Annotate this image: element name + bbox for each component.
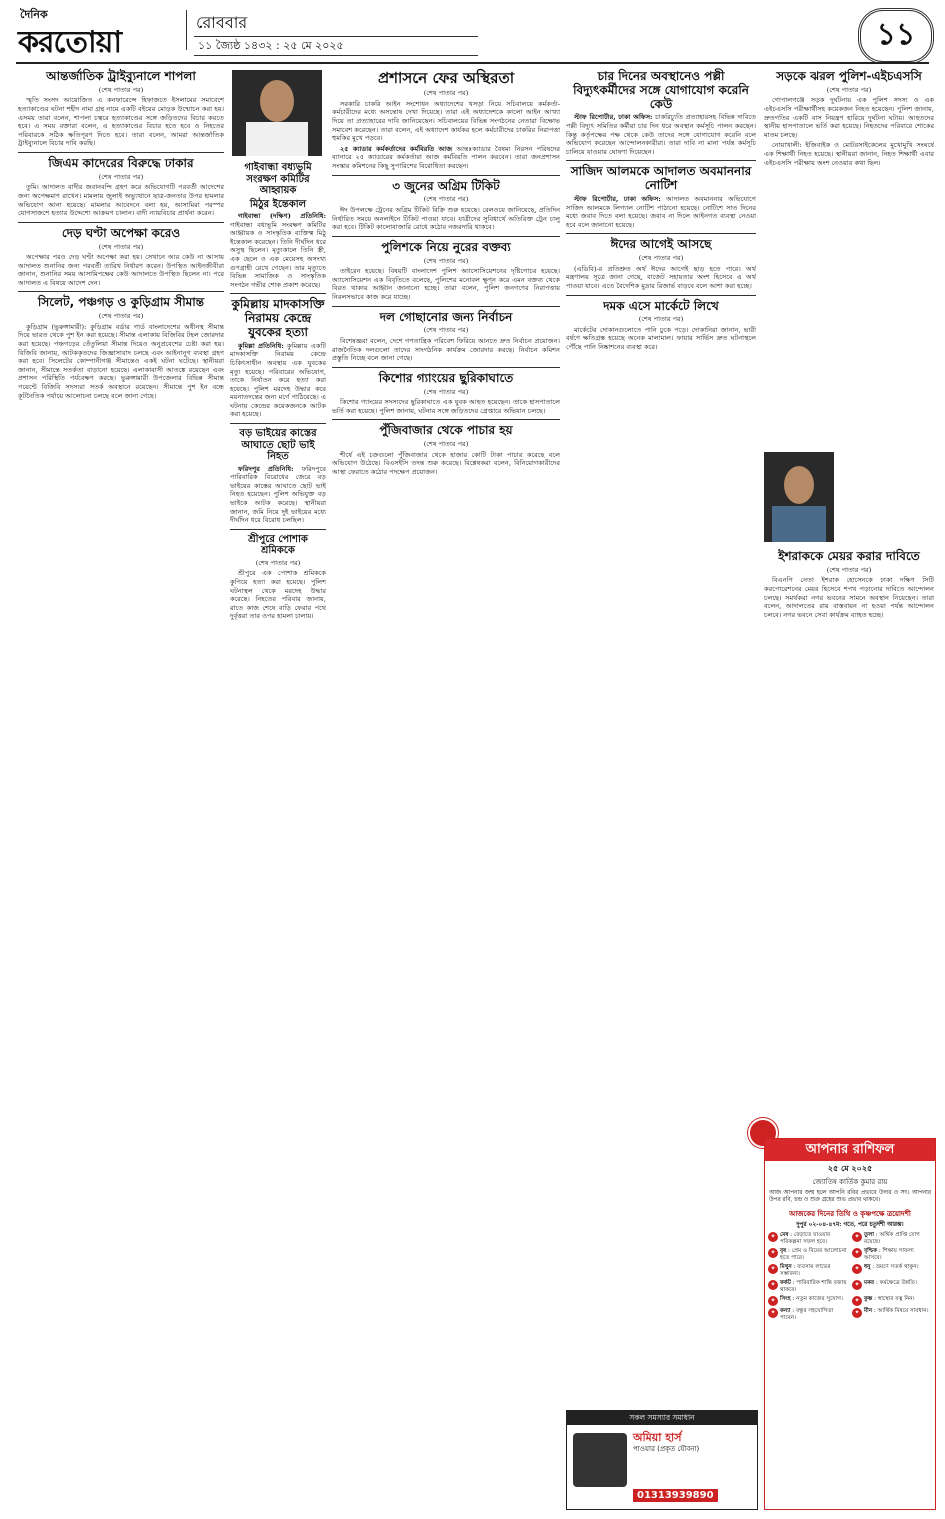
body-kumilla: কুমিল্লায় একটি মাদকাসক্তি নিরাময় কেন্দ্রে চিকিৎসাধীন অবস্থায় এক যুবকের মৃত্যু হয়েছে। পরিবারের অভিযোগ, তাকে নির্যাতন করে হত্যা করা হয়েছে। পুলিশ মরদেহ উদ্ধার করে ময়নাতদন্তের জন্য মর্গে পাঠিয়েছে। এ ঘটনায় কেন্দ্রের কয়েকজনকে আটক করা হয়েছে। bbox=[230, 341, 326, 419]
horoscope-sign-body: আর্থিক বিষয়ে সাবধান। bbox=[877, 1308, 929, 1315]
cont-june3: (শেষ পাতার পর) bbox=[423, 195, 469, 204]
horoscope-sign-text: কন্যা : বন্ধুর সহযোগিতা পাবেন। bbox=[780, 1308, 834, 1322]
headline-dal: দল গোছানোর জন্য নির্বাচন bbox=[379, 309, 513, 324]
column-center-right bbox=[566, 68, 756, 1404]
horoscope-sign-name: কন্যা bbox=[780, 1308, 791, 1315]
divider bbox=[230, 293, 326, 294]
headline-gm-quader: জিএম কাদেরের বিরুদ্ধে ঢাকার bbox=[48, 155, 194, 170]
body-road: গোপালগঞ্জে সড়ক দুর্ঘটনায় এক পুলিশ সদস্য ও এক এইচএসসি পরীক্ষার্থীসহ কয়েকজন নিহত হয়েছেন। পুলিশ জানায়, দ্রুতগতির একটি বাস নিয়ন্ত্রণ হারিয়ে দুর্ঘটনা ঘটায়। আহতদের স্থানীয় হাসপাতালে ভর্তি করা হয়েছে। নিহতদের পরিবারে শোকের মাতম চলছে। bbox=[764, 96, 934, 139]
ad-phone: 01313939890 bbox=[633, 1489, 718, 1502]
zodiac-sign-icon: ✦ bbox=[852, 1280, 862, 1290]
horoscope-box bbox=[764, 1138, 936, 1510]
body-june3: ঈদ উপলক্ষে ট্রেনের অগ্রিম টিকিট বিক্রি শুরু হয়েছে। রেলওয়ে জানিয়েছে, প্রতিদিন নির্ধারিত সময়ে অনলাইনে টিকিট পাওয়া যাবে। যাত্রীদের সুবিধার্থে অতিরিক্ত ট্রেন চালু করা হবে। টিকিট কালোবাজারি রোধে কঠোর নজরদারি থাকবে। bbox=[332, 205, 560, 232]
horoscope-sign-name: মিথুন bbox=[780, 1264, 792, 1271]
byline-gaibandha: গাইবান্ধা (দক্ষিণ) প্রতিনিধি: bbox=[238, 212, 326, 220]
horoscope-sign-text: মেষ : বেড়াতে যাওয়ার পরিকল্পনা সফল হবে। bbox=[780, 1232, 831, 1246]
zodiac-sign-icon: ✦ bbox=[852, 1232, 862, 1242]
body2-road: নোয়াখালী: ইজিবাইক ও মোটরসাইকেলের মুখোমুখি সংঘর্ষে এক শিক্ষার্থী নিহত হয়েছে। স্থানীয়রা জানান, নিহত শিক্ষার্থী এবার এইচএসসি পরীক্ষায় অংশ নেওয়ার কথা ছিল। bbox=[764, 141, 934, 167]
cont-stock: (শেষ পাতার পর) bbox=[423, 440, 469, 449]
headline-stock: পুঁজিবাজার থেকে পাচার হয় bbox=[379, 423, 513, 438]
horoscope-intro: আজ আপনার জন্ম হলে আপনি রবির প্রভাবে উদার ও সৎ। আপনার উপর রবি, চন্দ্র ও শুক্র গ্রহের শুভ প্রভাব থাকবে। bbox=[769, 1190, 931, 1204]
headline-brother: বড় ভাইয়ের কাস্তের আঘাতে ছোট ভাই নিহত bbox=[239, 428, 317, 463]
body-four-days: চাকরিচ্যুতি প্রত্যাহারসহ বিভিন্ন দাবিতে পল্লী বিদ্যুৎ সমিতির কর্মীরা চার দিন ধরে অবস্থান কর্মসূচি পালন করছেন। কিন্তু কর্তৃপক্ষের পক্ষ থেকে কেউ তাদের সঙ্গে যোগাযোগ করেনি বলে অভিযোগ করেছেন আন্দোলনকারীরা। তারা দাবি না মানা পর্যন্ত কর্মসূচি চালিয়ে যাওয়ার ঘোষণা দিয়েছেন। bbox=[566, 113, 756, 156]
cont-sreepur: (শেষ পাতার পর) bbox=[255, 558, 301, 567]
divider bbox=[332, 236, 560, 237]
horoscope-sign-body: স্বাস্থ্যের যত্ন নিন। bbox=[877, 1296, 915, 1303]
horoscope-sign-body: বেড়াতে যাওয়ার পরিকল্পনা সফল হবে। bbox=[780, 1232, 831, 1246]
column-right-mid bbox=[764, 548, 934, 928]
horse-icon bbox=[573, 1433, 627, 1487]
horoscope-sign-text: বৃশ্চিক : শিক্ষায় সাফল্য আসবে। bbox=[864, 1248, 914, 1262]
horoscope-sign-name: বৃশ্চিক bbox=[864, 1248, 878, 1255]
headline-sajid: সাজিদ আলমকে আদালত অবমাননার নোটিশ bbox=[570, 164, 752, 193]
horoscope-heading: আপনার রাশিফল bbox=[765, 1139, 935, 1161]
photo-student bbox=[764, 452, 834, 542]
divider bbox=[566, 160, 756, 161]
horoscope-sign bbox=[768, 1308, 848, 1322]
horoscope-sign-text: মকর : কর্মক্ষেত্রে উন্নতি। bbox=[864, 1280, 917, 1287]
headline-ishrak: ইশরাককে মেয়র করার দাবিতে bbox=[778, 549, 920, 563]
cont-admin: (শেষ পাতার পর) bbox=[423, 89, 469, 98]
ad-subtitle: পাওয়ার (প্রকৃত যৌবনা) bbox=[633, 1445, 700, 1453]
zodiac-sign-icon: ✦ bbox=[768, 1232, 778, 1242]
subhead-admin: ২৫ ক্যাডার কর্মকর্তাদের কর্মবিরতি আজ bbox=[340, 144, 453, 153]
headline-road: সড়কে ঝরল পুলিশ-এইচএসসি bbox=[776, 69, 922, 83]
divider bbox=[18, 152, 224, 153]
headline-deri: দেড় ঘণ্টা অপেক্ষা করেও bbox=[61, 225, 181, 240]
cont-eid: (শেষ পাতার পর) bbox=[638, 254, 684, 263]
advertisement bbox=[566, 1410, 758, 1510]
divider bbox=[230, 423, 326, 424]
headline-kishor: কিশোর গ্যাংয়ের ছুরিকাঘাতে bbox=[378, 370, 514, 385]
page-number: ১১ bbox=[858, 8, 934, 64]
cont-ishrak: (শেষ পাতার পর) bbox=[826, 565, 872, 574]
horoscope-author: জ্যোতিষ কার্তিক কুমার রায় bbox=[812, 1178, 888, 1186]
body-sylhet: কুড়িগ্রাম (ভুরুঙ্গামারী): কুড়িগ্রাম বর্ডার গার্ড বাংলাদেশের অধীনস্থ সীমান্ত দিয়ে ভারত থেকে পুশ ইন করা হয়েছে। সীমান্ত এলাকায় বিজিবির টহল জোরদার করা হয়েছে। পঞ্চগড়ের তেঁতুলিয়া সীমান্ত দিয়েও অনুপ্রবেশের চেষ্টা করা হয়। বিজিবি জানায়, আটককৃতদের জিজ্ঞাসাবাদ চলছে এবং আইনানুগ ব্যবস্থা গ্রহণ করা হবে। সিলেটের কোম্পানীগঞ্জ সীমান্তেও একই ঘটনা ঘটেছে। স্থানীয়রা জানান, সীমান্তে সতর্কতা বাড়ানো হয়েছে। এলাকাবাসী আতঙ্কে রয়েছেন এবং প্রশাসন পরিস্থিতি পর্যবেক্ষণ করছে। ভুরুঙ্গামারী উপজেলার বিভিন্ন সীমান্ত পয়েন্টে বিজিবি সদস্যরা সতর্ক অবস্থানে রয়েছেন। সীমান্তে পুশ ইন বন্ধে কূটনৈতিক পর্যায়ে আলোচনা চলছে বলে জানা গেছে। bbox=[18, 322, 224, 400]
issue-date: ১১ জ্যৈষ্ঠ ১৪৩২ : ২৫ মে ২০২৫ bbox=[194, 36, 478, 56]
column-right-top bbox=[764, 68, 934, 448]
horoscope-sign-text: বৃষ : প্রেম ও বিয়ের আলোচনা হতে পারে। bbox=[780, 1248, 847, 1262]
horoscope-sign-text: কর্কট : পারিবারিক শান্তি বজায় থাকবে। bbox=[780, 1280, 847, 1294]
headline-june3: ৩ জুনের অগ্রিম টিকিট bbox=[392, 178, 500, 193]
horoscope-sign-body: প্রেম ও বিয়ের আলোচনা হতে পারে। bbox=[780, 1248, 847, 1262]
top-rule bbox=[16, 62, 929, 64]
cont-deri: (শেষ পাতার পর) bbox=[98, 242, 144, 251]
byline-four-days: স্টাফ রিপোর্টার, ঢাকা অফিস: bbox=[574, 113, 653, 122]
horoscope-sign bbox=[768, 1280, 848, 1294]
body-ishrak: বিএনপি নেতা ইশরাক হোসেনকে ঢাকা দক্ষিণ সিটি করপোরেশনের মেয়র হিসেবে শপথ পড়ানোর দাবিতে আন্দোলন চলছে। সমর্থকরা নগর ভবনের সামনে অবস্থান নিয়েছেন। তারা বলেন, আদালতের রায় বাস্তবায়ন না হওয়া পর্যন্ত আন্দোলন চলবে। নগর ভবনে সেবা কার্যক্রম ব্যাহত হচ্ছে। bbox=[764, 576, 934, 619]
brand-small: দৈনিক bbox=[20, 8, 48, 21]
byline-sajid: স্টাফ রিপোর্টার, ঢাকা অফিস: bbox=[574, 194, 661, 203]
horoscope-tithi: দুপুর ০২-০৪-৪৭ম: গতে, পরে চতুর্দশী আরম্ভ। bbox=[796, 1221, 904, 1228]
horoscope-sign bbox=[852, 1280, 932, 1294]
body-sajid: আদালত অবমাননার অভিযোগে সাজিদ আলমকে লিগ্যাল নোটিশ পাঠানো হয়েছে। নোটিশে সাত দিনের মধ্যে জবাব দিতে বলা হয়েছে। জবাব না দিলে আইনগত ব্যবস্থা নেওয়া হবে বলে জানানো হয়েছে। bbox=[566, 194, 756, 229]
horoscope-sign bbox=[852, 1232, 932, 1246]
cont-road: (শেষ পাতার পর) bbox=[826, 85, 872, 94]
horoscope-sign bbox=[852, 1248, 932, 1262]
cont-tribunal: (শেষ পাতার পর) bbox=[98, 85, 144, 94]
headline-eid: ঈদের আগেই আসছে bbox=[610, 237, 712, 252]
body2-admin: আন্তঃক্যাডার বৈষম্য নিরসন পরিষদের ব্যানারে ২৫ ক্যাডারের কর্মকর্তারা আজ কর্মবিরতি পালন করবেন। তারা জনপ্রশাসন সংস্কার কমিশনের কিছু সুপারিশের বিরোধিতা করছেন। bbox=[332, 144, 560, 170]
zodiac-sign-icon: ✦ bbox=[768, 1280, 778, 1290]
body-sreepur: শ্রীপুরে এক পোশাক শ্রমিককে কুপিয়ে হত্যা করা হয়েছে। পুলিশ ঘটনাস্থল থেকে মরদেহ উদ্ধার করেছে। নিহতের পরিবার জানায়, রাতে কাজ শেষে বাড়ি ফেরার পথে দুর্বৃত্তরা তার ওপর হামলা চালায়। bbox=[230, 569, 326, 621]
horoscope-tithi-title: আজকের দিনের তিথি ও কৃষ্ণপক্ষে ত্রয়োদশী bbox=[789, 1208, 911, 1218]
zodiac-sign-icon: ✦ bbox=[852, 1296, 862, 1306]
caption-gaibandha: গাইবান্ধা বধ্যভূমি সংরক্ষণ কমিটির আহ্বায়ক bbox=[244, 162, 312, 196]
horoscope-sign-body: ভ্রমণে সতর্ক থাকুন। bbox=[875, 1264, 919, 1271]
divider bbox=[332, 419, 560, 420]
headline-sylhet: সিলেট, পঞ্চগড় ও কুড়িগ্রাম সীমান্ত bbox=[37, 295, 205, 310]
body-market: মার্কেটের দোকানগুলোতে পানি ঢুকে পড়ে। দোকানিরা জানান, ভারী বর্ষণে ক্ষতিগ্রস্ত হয়েছে অনেক মালামাল। ফায়ার সার্ভিস দ্রুত ঘটনাস্থলে পৌঁছে পানি নিষ্কাশনের ব্যবস্থা করে। bbox=[566, 325, 756, 352]
ad-top-banner: সকল সমস্যার সমাধান bbox=[567, 1411, 757, 1425]
horoscope-sign-text: মিথুন : ব্যবসায় লাভের সম্ভাবনা। bbox=[780, 1264, 831, 1278]
divider bbox=[332, 306, 560, 307]
horoscope-sign bbox=[768, 1232, 848, 1246]
divider bbox=[18, 222, 224, 223]
body-admin: সরকারি চাকরি আইন সংশোধন অধ্যাদেশের খসড়া নিয়ে সচিবালয়ে কর্মকর্তা-কর্মচারীদের মধ্যে অসন্তোষ দেখা দিয়েছে। তারা এই অধ্যাদেশকে কালো আইন আখ্যা দিয়ে তা প্রত্যাহারের দাবি জানিয়েছেন। সচিবালয়ের বিভিন্ন সংগঠনের নেতারা বিক্ষোভ সমাবেশ করেছেন। তারা বলেন, এই অধ্যাদেশ কার্যকর হলে কর্মচারীদের চাকরির নিরাপত্তা হুমকির মুখে পড়বে। bbox=[332, 99, 560, 143]
headline-market: দমক এসে মার্কেটে লিখে bbox=[603, 298, 719, 313]
divider bbox=[230, 529, 326, 530]
horoscope-sign bbox=[852, 1308, 932, 1322]
body-eid: (এডিবি)-র প্রতিশ্রুত অর্থ ঈদের আগেই ছাড় হতে পারে। অর্থ মন্ত্রণালয় সূত্রে জানা গেছে, বাজেট সহায়তার অংশ হিসেবে এ অর্থ পাওয়া যাবে। এতে বৈদেশিক মুদ্রার রিজার্ভ বাড়বে বলে আশা করা হচ্ছে। bbox=[566, 264, 756, 290]
divider bbox=[18, 291, 224, 292]
body-gaibandha: গাইবান্ধা বধ্যভূমি সংরক্ষণ কমিটির আহ্বায়ক ও সাংস্কৃতিক ব্যক্তিত্ব মিঠু ইন্তেকাল করেছেন। তিনি দীর্ঘদিন ধরে অসুস্থ ছিলেন। মৃত্যুকালে তিনি স্ত্রী, এক ছেলে ও এক মেয়েসহ অসংখ্য গুণগ্রাহী রেখে গেছেন। তার মৃত্যুতে বিভিন্ন সামাজিক ও সাংস্কৃতিক সংগঠন গভীর শোক প্রকাশ করেছে। bbox=[230, 220, 326, 289]
horoscope-sign-body: শিক্ষায় সাফল্য আসবে। bbox=[864, 1248, 914, 1262]
horoscope-sign bbox=[852, 1296, 932, 1306]
day-name: রোববার bbox=[196, 13, 248, 32]
horoscope-sign-name: সিংহ bbox=[780, 1296, 791, 1303]
headline-police-noor: পুলিশকে নিয়ে নুরের বক্তব্য bbox=[381, 239, 511, 254]
horoscope-sign-name: ধনু bbox=[864, 1264, 871, 1271]
headline-kumilla: কুমিল্লায় মাদকাসক্তি নিরাময় কেন্দ্রে যুবকের হত্যা bbox=[231, 297, 325, 339]
byline-brother: ফরিদপুর প্রতিনিধি: bbox=[238, 464, 294, 473]
horoscope-sign-name: কর্কট bbox=[780, 1280, 791, 1287]
body-kishor: কিশোর গ্যাংয়ের সদস্যদের ছুরিকাঘাতে এক যুবক আহত হয়েছেন। তাকে হাসপাতালে ভর্তি করা হয়েছে। পুলিশ জানায়, ঘটনার সঙ্গে জড়িতদের গ্রেপ্তারে অভিযান চলছে। bbox=[332, 398, 560, 415]
zodiac-sign-icon: ✦ bbox=[852, 1248, 862, 1258]
horoscope-sign-body: কর্মক্ষেত্রে উন্নতি। bbox=[879, 1280, 917, 1287]
body-gm-quader: তুমি। আদালত বাদীর জবানবন্দি গ্রহণ করে অভিযোগটি পরবর্তী আদেশের জন্য অপেক্ষমাণ রাখেন। মামলায় জুলাই অভ্যুত্থানে ছাত্র-জনতার উপর হামলার অভিযোগ আনা হয়েছে। মামলার আবেদনে বলা হয়, আসামিরা পরস্পর যোগসাজশে হত্যার উদ্দেশ্যে আক্রমণ চালান। বাদী ন্যায়বিচার প্রার্থনা করেন। bbox=[18, 183, 224, 218]
column-center bbox=[332, 68, 560, 1508]
column-left bbox=[18, 68, 224, 1508]
body-tribunal: স্মৃতি সংসদ আয়োজিত এ কনফারেন্সে হিফাজতে ইসলামের সমাবেশে হত্যাকাণ্ডের ঘটনা শহীদ নামা গ্রন্থ নামে একটি বইয়ের মোড়ক উন্মোচন করা হয়। এসময় তারা বলেন, শাপলা চত্বরে হত্যাকাণ্ডের সঙ্গে জড়িতদের বিচার করতে হবে। এ সময় বক্তারা বলেন, এ হত্যাকাণ্ডের বিচার হতে হবে ও নিহতের পরিবারকে সঠিক ক্ষতিপূরণ দিতে হবে। তারা বলেন, আমরা আন্তর্জাতিক ট্রাইব্যুনালে বিচার দাবি করছি। bbox=[18, 96, 224, 148]
horoscope-sign-text: মীন : আর্থিক বিষয়ে সাবধান। bbox=[864, 1308, 929, 1315]
horoscope-sign-text: কুম্ভ : স্বাস্থ্যের যত্ন নিন। bbox=[864, 1296, 915, 1303]
horoscope-sign-name: তুলা bbox=[864, 1232, 874, 1239]
body-dal: বিশেষজ্ঞরা বলেন, দেশে গণতান্ত্রিক পরিবেশ ফিরিয়ে আনতে দ্রুত নির্বাচন প্রয়োজন। রাজনৈতিক দলগুলো তাদের সাংগঠনিক কার্যক্রম জোরদার করছে। নির্বাচন কমিশন প্রস্তুতি নিচ্ছে বলে জানা গেছে। bbox=[332, 336, 560, 363]
horoscope-sign bbox=[768, 1264, 848, 1278]
horoscope-sign-name: মীন bbox=[864, 1308, 873, 1315]
headline-gaibandha: মিঠুর ইন্তেকাল bbox=[249, 198, 307, 210]
body-police-noor: তাইরেন হয়েছে। বিষয়টি বাংলাদেশ পুলিশ অ্যাসোসিয়েশনের দৃষ্টিগোচর হয়েছে। অ্যাসোসিয়েশন এক বিবৃতিতে বলেছে, পুলিশের মনোবল ক্ষুণ্ন করে এমন বক্তব্য থেকে বিরত থাকার আহ্বান জানানো হচ্ছে। তারা বলেন, পুলিশ জনগণের নিরাপত্তায় নিরলসভাবে কাজ করে যাচ্ছে। bbox=[332, 267, 560, 301]
masthead bbox=[0, 0, 945, 60]
cont-dal: (শেষ পাতার পর) bbox=[423, 326, 469, 335]
headline-admin: প্রশাসনে ফের অস্থিরতা bbox=[377, 69, 515, 87]
horoscope-sign-text: সিংহ : নতুন কাজের সুযোগ। bbox=[780, 1296, 843, 1303]
horoscope-sign-body: অর্থিক প্রাপ্তি যোগ রয়েছে। bbox=[864, 1232, 920, 1246]
body-brother: ফরিদপুরে পারিবারিক বিরোধের জেরে বড় ভাইয়ের কাস্তের আঘাতে ছোট ভাই নিহত হয়েছেন। পুলিশ অভিযুক্ত বড় ভাইকে আটক করেছে। স্থানীয়রা জানান, জমি নিয়ে দুই ভাইয়ের মধ্যে দীর্ঘদিন ধরে বিরোধ চলছিল। bbox=[230, 464, 326, 525]
horoscope-signs bbox=[765, 1232, 935, 1322]
cont-kishor: (শেষ পাতার পর) bbox=[423, 387, 469, 396]
cont-market: (শেষ পাতার পর) bbox=[638, 315, 684, 324]
horoscope-sign-body: ব্যবসায় লাভের সম্ভাবনা। bbox=[780, 1264, 831, 1278]
masthead-divider bbox=[186, 10, 187, 50]
body-stock: শীর্ষে এই চক্রগুলো পুঁজিবাজার থেকে হাজার কোটি টাকা পাচার করেছে বলে অভিযোগ উঠেছে। বিএসইসি তদন্ত শুরু করেছে। বিশ্লেষকরা বলেন, বিনিয়োগকারীদের আস্থা ফেরাতে কঠোর পদক্ষেপ প্রয়োজন। bbox=[332, 450, 560, 476]
divider bbox=[332, 175, 560, 176]
zodiac-sign-icon: ✦ bbox=[768, 1296, 778, 1306]
headline-four-days: চার দিনের অবস্থানেও পল্লী বিদ্যুৎকর্মীদের সঙ্গে যোগাযোগ করেনি কেউ bbox=[573, 69, 749, 111]
horoscope-sign bbox=[768, 1296, 848, 1306]
horoscope-sign-body: বন্ধুর সহযোগিতা পাবেন। bbox=[780, 1308, 834, 1322]
horoscope-sign-name: মকর bbox=[864, 1280, 875, 1287]
headline-sreepur: শ্রীপুরে পোশাক শ্রমিককে bbox=[248, 533, 308, 557]
zodiac-sign-icon: ✦ bbox=[852, 1308, 862, 1318]
zodiac-sign-icon: ✦ bbox=[768, 1308, 778, 1318]
horoscope-date: ২৫ মে ২০২৫ bbox=[827, 1163, 873, 1173]
ad-title: অমিয়া হার্স bbox=[633, 1431, 682, 1444]
horoscope-sign-text: তুলা : অর্থিক প্রাপ্তি যোগ রয়েছে। bbox=[864, 1232, 920, 1246]
photo-mithu bbox=[232, 70, 322, 156]
horoscope-sign-name: বৃষ bbox=[780, 1248, 787, 1255]
divider bbox=[566, 233, 756, 234]
divider bbox=[332, 367, 560, 368]
cont-police-noor: (শেষ পাতার পর) bbox=[423, 256, 469, 265]
column-narrow bbox=[230, 160, 326, 1508]
divider bbox=[566, 295, 756, 296]
horoscope-sign-text: ধনু : ভ্রমণে সতর্ক থাকুন। bbox=[864, 1264, 919, 1271]
horoscope-sign bbox=[852, 1264, 932, 1278]
horoscope-sign-name: কুম্ভ bbox=[864, 1296, 873, 1303]
brand-logo: করতোয়া bbox=[18, 25, 122, 60]
horoscope-sign-name: মেষ bbox=[780, 1232, 789, 1239]
zodiac-sign-icon: ✦ bbox=[768, 1264, 778, 1274]
body-deri: অপেক্ষার পরও দেড় ঘণ্টা অপেক্ষা করা হয়। সেখানে আর কেউ না আসায় আদালত শুনানির জন্য পরবর্তী তারিখ নির্ধারণ করেন। উপস্থিত আইনজীবীরা জানান, শুনানির সময় আসামিপক্ষের কেউ আদালতে উপস্থিত ছিলেন না। পরে আদালত এ বিষয়ে আদেশ দেন। bbox=[18, 253, 224, 287]
byline-kumilla: কুমিল্লা প্রতিনিধি: bbox=[238, 341, 284, 350]
horoscope-sign-body: নতুন কাজের সুযোগ। bbox=[796, 1296, 843, 1303]
zodiac-sign-icon: ✦ bbox=[852, 1264, 862, 1274]
horoscope-sign-body: পারিবারিক শান্তি বজায় থাকবে। bbox=[780, 1280, 847, 1294]
horoscope-sign bbox=[768, 1248, 848, 1262]
cont-sylhet: (শেষ পাতার পর) bbox=[98, 312, 144, 321]
zodiac-sign-icon: ✦ bbox=[768, 1248, 778, 1258]
headline-tribunal: আন্তর্জাতিক ট্রাইব্যুনালে শাপলা bbox=[46, 69, 196, 83]
cont-gm-quader: (শেষ পাতার পর) bbox=[98, 172, 144, 181]
